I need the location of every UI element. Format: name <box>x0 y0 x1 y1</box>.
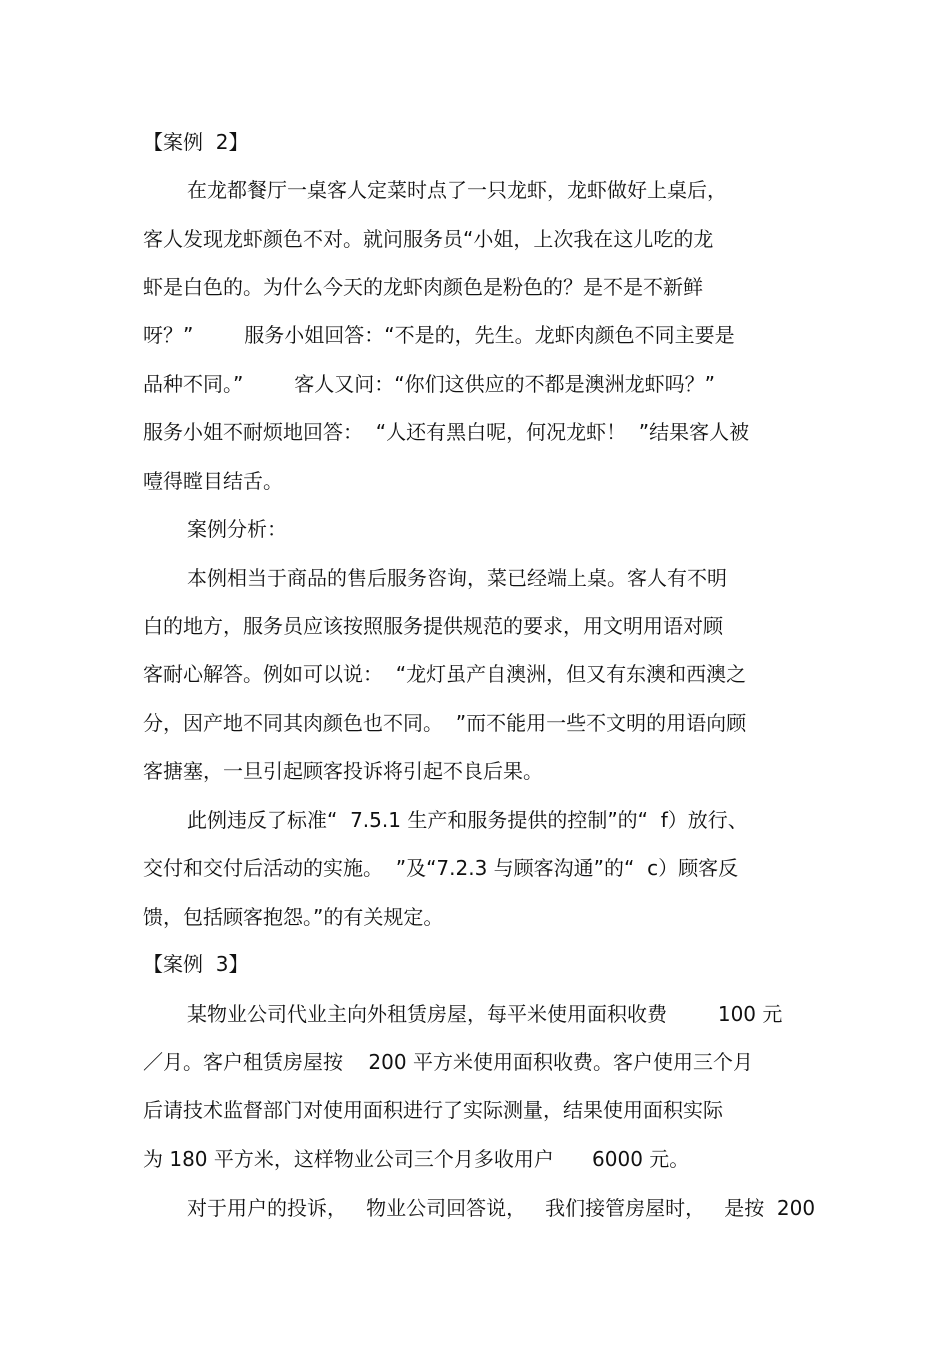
paragraph-line: 虾是白色的。为什么今天的龙虾肉颜色是粉色的？是不是不新鲜 <box>143 275 703 299</box>
case-2-heading: 【案例 2】 <box>143 130 249 154</box>
paragraph-line: 噎得瞠目结舌。 <box>143 469 283 493</box>
paragraph-line: 本例相当于商品的售后服务咨询，菜已经端上桌。客人有不明 <box>187 566 727 590</box>
paragraph-line: 馈，包括顾客抱怨。”的有关规定。 <box>143 905 444 929</box>
paragraph-line: 白的地方，服务员应该按照服务提供规范的要求，用文明用语对顾 <box>143 614 723 638</box>
paragraph-line: 品种不同。” 客人又问：“你们这供应的不都是澳洲龙虾吗？” <box>143 372 715 396</box>
paragraph-line: 客耐心解答。例如可以说： “龙灯虽产自澳洲，但又有东澳和西澳之 <box>143 662 747 686</box>
paragraph-line: 服务小姐不耐烦地回答： “人还有黑白呢，何况龙虾！ ”结果客人被 <box>143 420 750 444</box>
case-3-heading: 【案例 3】 <box>143 952 249 976</box>
paragraph-line: 客搪塞，一旦引起顾客投诉将引起不良后果。 <box>143 759 543 783</box>
paragraph-line: 对于用户的投诉， 物业公司回答说， 我们接管房屋时， 是按 200 <box>187 1196 816 1220</box>
analysis-heading: 案例分析： <box>187 517 287 541</box>
paragraph-line: 客人发现龙虾颜色不对。就问服务员“小姐，上次我在这儿吃的龙 <box>143 227 714 251</box>
paragraph-line: 为 180 平方米，这样物业公司三个月多收用户 6000 元。 <box>143 1147 690 1171</box>
paragraph-line: 某物业公司代业主向外租赁房屋，每平米使用面积收费 100 元 <box>187 1002 783 1026</box>
paragraph-line: 在龙都餐厅一桌客人定菜时点了一只龙虾，龙虾做好上桌后， <box>187 178 727 202</box>
paragraph-line: 交付和交付后活动的实施。 ”及“7.2.3 与顾客沟通”的“ c）顾客反 <box>143 856 739 880</box>
paragraph-line: 后请技术监督部门对使用面积进行了实际测量，结果使用面积实际 <box>143 1098 723 1122</box>
paragraph-line: 此例违反了标准“ 7.5.1 生产和服务提供的控制”的“ f）放行、 <box>187 808 748 832</box>
paragraph-line: 分，因产地不同其肉颜色也不同。 ”而不能用一些不文明的用语向顾 <box>143 711 747 735</box>
paragraph-line: ／月。客户租赁房屋按 200 平方米使用面积收费。客户使用三个月 <box>143 1050 753 1074</box>
paragraph-line: 呀？” 服务小姐回答：“不是的，先生。龙虾肉颜色不同主要是 <box>143 323 735 347</box>
